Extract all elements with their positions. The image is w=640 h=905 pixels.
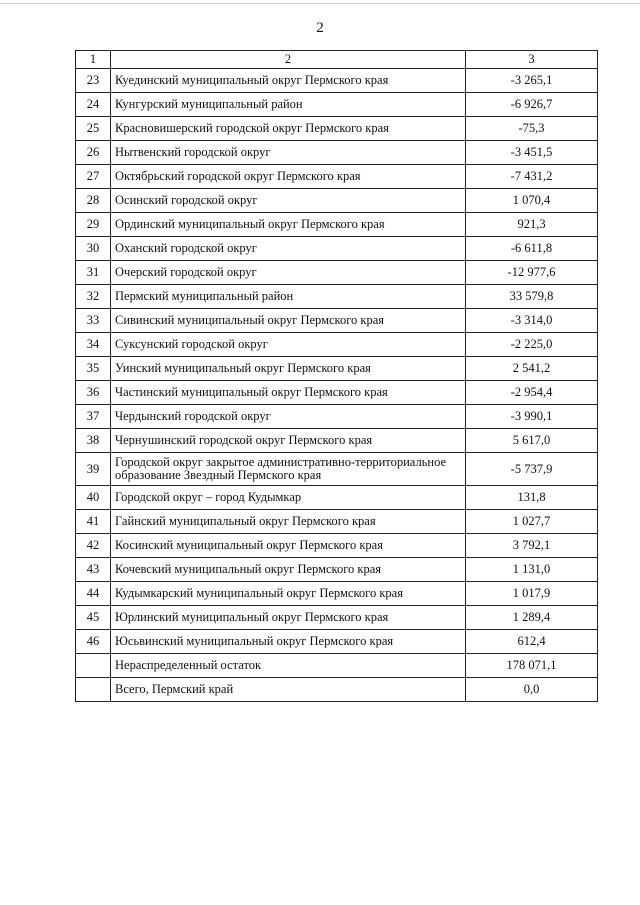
table-row [76,261,598,285]
row-territory-name: Всего, Пермский край [111,678,466,702]
row-value: 1 027,7 [466,510,598,534]
row-number: 37 [76,405,111,429]
row-value: 1 017,9 [466,582,598,606]
row-value: 2 541,2 [466,357,598,381]
table-row [76,285,598,309]
row-territory-name: Чернушинский городской округ Пермского края [111,429,466,453]
table-row [76,357,598,381]
row-number: 33 [76,309,111,333]
distribution-table [75,50,598,702]
row-territory-name: Кочевский муниципальный округ Пермского края [111,558,466,582]
row-value: 5 617,0 [466,429,598,453]
row-number: 24 [76,93,111,117]
row-value: 1 289,4 [466,606,598,630]
row-number: 36 [76,381,111,405]
row-territory-name: Городской округ закрытое административно-территориальное образование Звездный Пермского края [111,453,466,486]
row-value: -6 611,8 [466,237,598,261]
table-row [76,405,598,429]
row-number: 27 [76,165,111,189]
row-territory-name: Нытвенский городской округ [111,141,466,165]
row-value: -3 265,1 [466,69,598,93]
row-value: 1 131,0 [466,558,598,582]
row-number: 42 [76,534,111,558]
row-territory-name: Красновишерский городской округ Пермского края [111,117,466,141]
row-territory-name: Оханский городской округ [111,237,466,261]
row-number: 31 [76,261,111,285]
row-number [76,654,111,678]
row-territory-name: Пермский муниципальный район [111,285,466,309]
row-value: -6 926,7 [466,93,598,117]
page-number: 2 [316,20,324,36]
row-number: 34 [76,333,111,357]
row-value: -3 990,1 [466,405,598,429]
table-row [76,558,598,582]
table-row [76,189,598,213]
table-row [76,510,598,534]
row-value: 0,0 [466,678,598,702]
table-row [76,678,598,702]
row-territory-name: Частинский муниципальный округ Пермского края [111,381,466,405]
row-territory-name: Уинский муниципальный округ Пермского края [111,357,466,381]
row-number: 39 [76,453,111,486]
row-territory-name: Нераспределенный остаток [111,654,466,678]
row-number: 35 [76,357,111,381]
row-value: -7 431,2 [466,165,598,189]
row-number: 46 [76,630,111,654]
row-number: 44 [76,582,111,606]
row-territory-name: Чердынский городской округ [111,405,466,429]
row-territory-name: Косинский муниципальный округ Пермского края [111,534,466,558]
table-header-row [76,51,598,69]
header-col-1: 1 [76,51,111,69]
row-value: 33 579,8 [466,285,598,309]
table-row [76,213,598,237]
header-col-2: 2 [111,51,466,69]
row-territory-name: Гайнский муниципальный округ Пермского края [111,510,466,534]
table-row [76,165,598,189]
table-row [76,381,598,405]
table-row [76,654,598,678]
row-number: 45 [76,606,111,630]
row-territory-name: Юсьвинский муниципальный округ Пермского края [111,630,466,654]
table-row [76,309,598,333]
row-value: 131,8 [466,486,598,510]
table-row [76,141,598,165]
row-number: 30 [76,237,111,261]
row-territory-name: Кунгурский муниципальный район [111,93,466,117]
row-number: 38 [76,429,111,453]
row-value: -5 737,9 [466,453,598,486]
row-territory-name: Юрлинский муниципальный округ Пермского края [111,606,466,630]
table-row [76,333,598,357]
row-territory-name: Суксунский городской округ [111,333,466,357]
row-number: 43 [76,558,111,582]
row-territory-name: Осинский городской округ [111,189,466,213]
table-row [76,429,598,453]
row-value: 178 071,1 [466,654,598,678]
row-value: 921,3 [466,213,598,237]
row-territory-name: Кудымкарский муниципальный округ Пермского края [111,582,466,606]
row-value: -12 977,6 [466,261,598,285]
row-territory-name: Городской округ – город Кудымкар [111,486,466,510]
row-value: -3 314,0 [466,309,598,333]
row-value: 1 070,4 [466,189,598,213]
row-value: 612,4 [466,630,598,654]
table-row [76,453,598,486]
row-territory-name: Куединский муниципальный округ Пермского края [111,69,466,93]
header-col-3: 3 [466,51,598,69]
row-number: 28 [76,189,111,213]
table-row [76,237,598,261]
table-body [76,51,598,702]
row-number: 40 [76,486,111,510]
row-number: 26 [76,141,111,165]
row-number: 25 [76,117,111,141]
row-territory-name: Очерский городской округ [111,261,466,285]
table-row [76,534,598,558]
row-territory-name: Ординский муниципальный округ Пермского края [111,213,466,237]
table-row [76,630,598,654]
row-number [76,678,111,702]
table-row [76,93,598,117]
row-number: 23 [76,69,111,93]
row-number: 41 [76,510,111,534]
row-number: 32 [76,285,111,309]
row-territory-name: Октябрьский городской округ Пермского края [111,165,466,189]
table-row [76,606,598,630]
row-territory-name: Сивинский муниципальный округ Пермского края [111,309,466,333]
row-value: 3 792,1 [466,534,598,558]
table-row [76,69,598,93]
page-top-edge-line [0,3,640,4]
row-number: 29 [76,213,111,237]
row-value: -2 225,0 [466,333,598,357]
table-row [76,582,598,606]
row-value: -75,3 [466,117,598,141]
row-value: -2 954,4 [466,381,598,405]
table-row [76,486,598,510]
table-row [76,117,598,141]
row-value: -3 451,5 [466,141,598,165]
